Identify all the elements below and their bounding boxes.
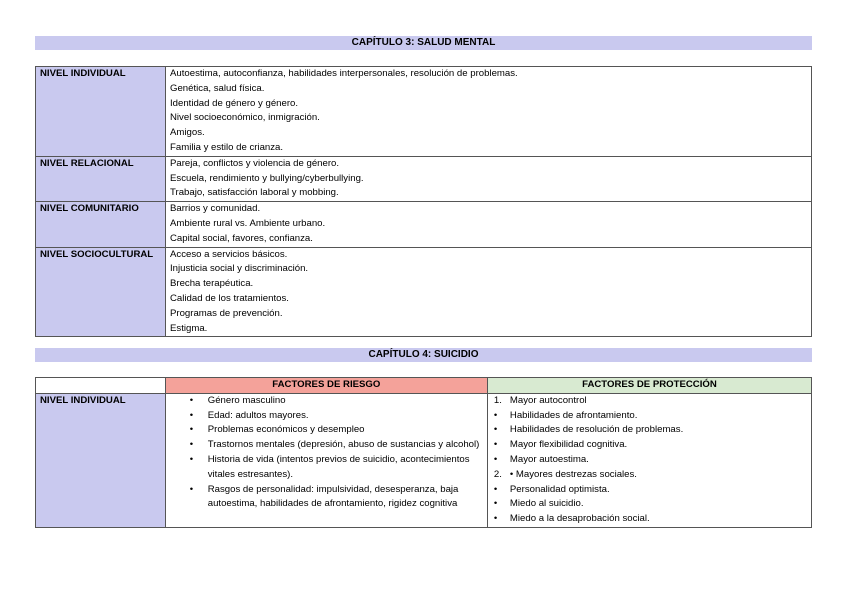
list-item-text: Mayor autocontrol bbox=[509, 394, 587, 406]
factor-item: Calidad de los tratamientos. bbox=[170, 292, 289, 304]
list-item-text: Habilidades de resolución de problemas. bbox=[509, 424, 684, 436]
chapter4-title: CAPÍTULO 4: SUICIDIO bbox=[35, 348, 812, 362]
list-item-text: Habilidades de afrontamiento. bbox=[509, 409, 638, 421]
list-item: • Edad: adultos mayores. bbox=[170, 409, 483, 424]
risk-factors-list bbox=[170, 394, 483, 512]
list-marker: • bbox=[493, 513, 498, 525]
factors-cell bbox=[166, 202, 812, 247]
list-item bbox=[492, 453, 807, 468]
list-marker: • bbox=[493, 424, 498, 436]
list-item bbox=[492, 483, 807, 498]
protection-factors-header: FACTORES DE PROTECCIÓN bbox=[487, 378, 811, 394]
list-item bbox=[492, 423, 807, 438]
factor-item: Capital social, favores, confianza. bbox=[170, 232, 313, 244]
list-item: • Problemas económicos y desempleo bbox=[170, 423, 483, 438]
list-item-text: Mayor flexibilidad cognitiva. bbox=[509, 439, 628, 451]
list-item-text: Personalidad optimista. bbox=[509, 483, 610, 495]
list-marker: 2. bbox=[493, 468, 502, 480]
factor-item: Barrios y comunidad. bbox=[170, 203, 261, 215]
factor-item: Genética, salud física. bbox=[170, 82, 265, 94]
list-marker: • bbox=[493, 498, 498, 510]
list-item: • Trastornos mentales (depresión, abuso de sustancias y alcohol) bbox=[170, 438, 483, 453]
list-item: • Género masculino bbox=[170, 394, 483, 409]
list-item bbox=[492, 468, 807, 483]
factor-item: Autoestima, autoconfianza, habilidades interpersonales, resolución de problemas. bbox=[170, 68, 518, 79]
protection-factors-list bbox=[492, 394, 807, 527]
factors-cell bbox=[166, 247, 812, 337]
factor-item: Pareja, conflictos y violencia de género. bbox=[170, 157, 340, 169]
factor-item: Familia y estilo de crianza. bbox=[170, 141, 284, 153]
list-item bbox=[492, 394, 807, 409]
factor-item: Ambiente rural vs. Ambiente urbano. bbox=[170, 217, 326, 229]
risk-factors-header: FACTORES DE RIESGO bbox=[165, 378, 487, 394]
factors-cell bbox=[166, 156, 812, 201]
list-item bbox=[492, 438, 807, 453]
list-item bbox=[492, 409, 807, 424]
table-row bbox=[36, 156, 812, 201]
level-label: NIVEL INDIVIDUAL bbox=[36, 393, 166, 527]
level-label: NIVEL SOCIOCULTURAL bbox=[36, 247, 166, 337]
table-row bbox=[36, 393, 812, 527]
list-item-text: Miedo a la desaprobación social. bbox=[509, 513, 650, 525]
list-item: • Rasgos de personalidad: impulsividad, desesperanza, baja autoestima, habilidades de afrontamiento, rigidez cognitiva bbox=[170, 483, 483, 513]
level-label: NIVEL COMUNITARIO bbox=[36, 202, 166, 247]
table-row bbox=[36, 247, 812, 337]
protection-factors-cell bbox=[487, 393, 811, 527]
chapter3-title: CAPÍTULO 3: SALUD MENTAL bbox=[35, 36, 812, 50]
factor-item: Programas de prevención. bbox=[170, 307, 283, 319]
list-item-text: • Mayores destrezas sociales. bbox=[509, 468, 637, 480]
factor-item: Acceso a servicios básicos. bbox=[170, 248, 288, 260]
factor-item: Nivel socioeconómico, inmigración. bbox=[170, 112, 320, 124]
factor-item: Amigos. bbox=[170, 127, 205, 139]
list-item-text: Mayor autoestima. bbox=[509, 453, 589, 465]
suicide-table bbox=[35, 377, 812, 528]
list-marker: • bbox=[493, 453, 498, 465]
factor-item: Injusticia social y discriminación. bbox=[170, 263, 309, 275]
level-label: NIVEL RELACIONAL bbox=[36, 156, 166, 201]
list-item: • Historia de vida (intentos previos de suicidio, acontecimientos vitales estresantes). bbox=[170, 453, 483, 483]
list-marker: 1. bbox=[493, 394, 502, 406]
factor-item: Brecha terapéutica. bbox=[170, 278, 254, 290]
factor-item: Trabajo, satisfacción laboral y mobbing. bbox=[170, 187, 339, 199]
table-row bbox=[36, 67, 812, 157]
list-item-text: Miedo al suicidio. bbox=[509, 498, 584, 510]
table-row bbox=[36, 202, 812, 247]
level-label: NIVEL INDIVIDUAL bbox=[36, 67, 166, 157]
factors-cell bbox=[166, 67, 812, 157]
list-marker: • bbox=[493, 483, 498, 495]
table-header-row bbox=[36, 378, 812, 394]
factor-item: Estigma. bbox=[170, 322, 208, 334]
list-item bbox=[492, 512, 807, 527]
empty-header-cell bbox=[36, 378, 166, 394]
list-marker: • bbox=[493, 439, 498, 451]
factor-item: Escuela, rendimiento y bullying/cyberbullying. bbox=[170, 172, 364, 184]
mental-health-table bbox=[35, 66, 812, 337]
list-item bbox=[492, 497, 807, 512]
list-marker: • bbox=[493, 409, 498, 421]
risk-factors-cell bbox=[165, 393, 487, 527]
factor-item: Identidad de género y género. bbox=[170, 97, 299, 109]
